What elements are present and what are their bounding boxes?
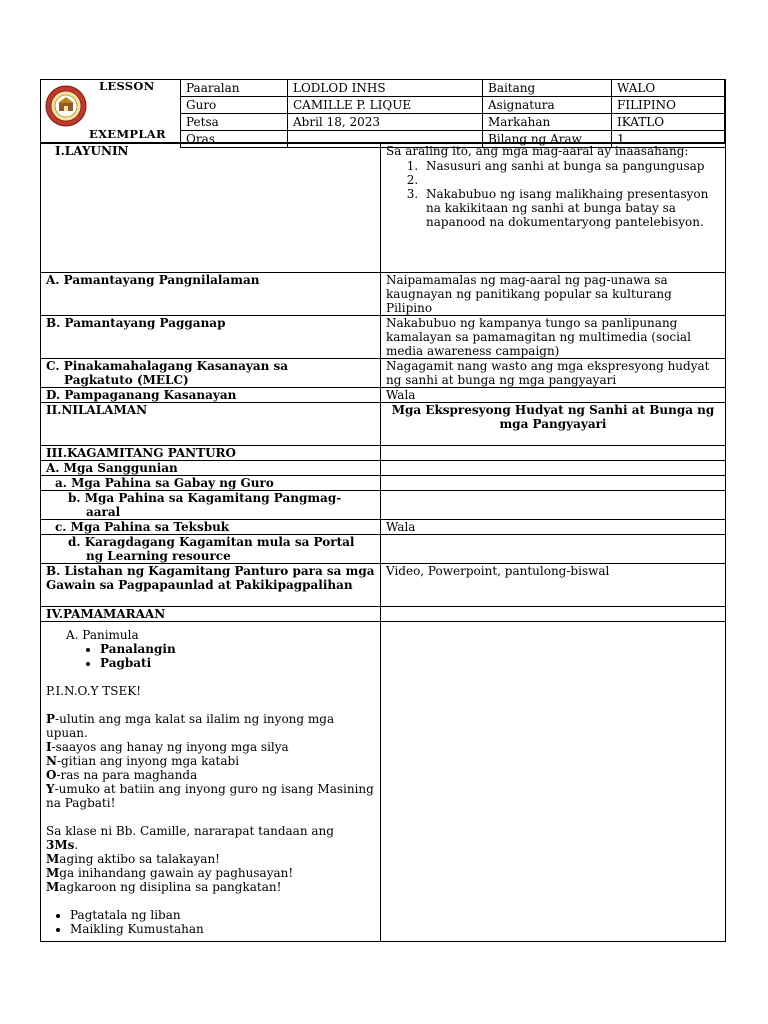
pinoy-letter: O bbox=[46, 768, 57, 782]
pangnilalaman-label: A. Pamantayang Pangnilalaman bbox=[41, 273, 381, 316]
layunin-intro: Sa araling ito, ang mga mag-aaral ay inaasahang: bbox=[386, 144, 689, 158]
ms-letter: M bbox=[46, 880, 60, 894]
pangmagaaral-label bbox=[41, 491, 381, 520]
pinoy-line bbox=[46, 782, 375, 810]
header-row bbox=[181, 114, 726, 131]
pinoy-line bbox=[46, 754, 375, 768]
melc-value: Nagagamit nang wasto ang mga ekspresyong hudyat ng sanhi at bunga ng mga pangyayari bbox=[381, 359, 726, 388]
ms-line bbox=[46, 866, 375, 880]
pinoy-text: -saayos ang hanay ng inyong mga silya bbox=[51, 740, 289, 754]
ms-line bbox=[46, 852, 375, 866]
pangnilalaman-value: Naipamamalas ng mag-aaral ng pag-unawa sa kaugnayan ng panitikang popular sa kulturang Pilipino bbox=[381, 273, 726, 316]
objectives-list bbox=[386, 159, 720, 229]
sanggunian-value bbox=[381, 461, 726, 476]
pagganap-value: Nakabubuo ng kampanya tungo sa panlipunang kamalayan sa pamamagitan ng multimedia (social media awareness campaign) bbox=[381, 316, 726, 359]
nilalaman-row bbox=[41, 403, 726, 446]
klase-bold: 3Ms bbox=[46, 838, 75, 852]
pinoy-letter: N bbox=[46, 754, 57, 768]
pamamaraan-label: IV.PAMAMARAAN bbox=[41, 607, 381, 622]
listahan-label: B. Listahan ng Kagamitang Panturo para sa mga Gawain sa Pagpapaunlad at Pakikipagpalihan bbox=[41, 564, 381, 607]
pinoy-text: -ulutin ang mga kalat sa ilalim ng inyong mga upuan. bbox=[46, 712, 335, 740]
pinoy-text: -gitian ang inyong mga katabi bbox=[56, 754, 240, 768]
nilalaman-value: Mga Ekspresyong Hudyat ng Sanhi at Bunga ng mga Pangyayari bbox=[381, 403, 726, 446]
pangnilalaman-row bbox=[41, 273, 726, 316]
pinoy-letter: Y bbox=[46, 782, 55, 796]
pinoy-text: -umuko at batiin ang inyong guro ng isang Masining na Pagbati! bbox=[46, 782, 374, 810]
gabay-row bbox=[41, 476, 726, 491]
ms-line bbox=[46, 880, 375, 894]
exemplar-label: EXEMPLAR bbox=[89, 127, 166, 141]
nilalaman-label: II.NILALAMAN bbox=[41, 403, 381, 446]
header-label: Oras bbox=[181, 131, 288, 148]
header-label: Paaralan bbox=[181, 80, 288, 97]
header-label: Asignatura bbox=[483, 97, 612, 114]
pagganap-row bbox=[41, 316, 726, 359]
header-value: LODLOD INHS bbox=[288, 80, 483, 97]
objective-item bbox=[422, 173, 720, 187]
header-value: 1 bbox=[612, 131, 726, 148]
ms-text: aging aktibo sa talakayan! bbox=[59, 852, 221, 866]
melc-label bbox=[41, 359, 381, 388]
sanggunian-label: A. Mga Sanggunian bbox=[41, 461, 381, 476]
pinoy-line bbox=[46, 740, 375, 754]
header-value: Abril 18, 2023 bbox=[288, 114, 483, 131]
panimula-bullet: • Panalangin bbox=[100, 642, 375, 656]
ms-text: agkaroon ng disiplina sa pangkatan! bbox=[59, 880, 282, 894]
pinoy-line bbox=[46, 768, 375, 782]
header-value: IKATLO bbox=[612, 114, 726, 131]
portal-value bbox=[381, 535, 726, 564]
panimula-right bbox=[381, 622, 726, 942]
melc-label-line: C. Pinakamahalagang Kasanayan sa bbox=[46, 359, 289, 373]
teksbuk-label: c. Mga Pahina sa Teksbuk bbox=[41, 520, 381, 535]
sanggunian-row bbox=[41, 461, 726, 476]
teksbuk-row bbox=[41, 520, 726, 535]
header-value: WALO bbox=[612, 80, 726, 97]
pangmagaaral-label-text: b. Mga Pahina sa Kagamitang Pangmag-aaral bbox=[68, 491, 342, 519]
pinoy-letter: I bbox=[46, 740, 52, 754]
header-label: Guro bbox=[181, 97, 288, 114]
pinoy-title: P.I.N.O.Y TSEK! bbox=[46, 684, 142, 698]
pangmagaaral-row bbox=[41, 491, 726, 520]
panimula-row bbox=[41, 622, 726, 942]
objective-item: 1. Nasusuri ang sanhi at bunga sa pangungusap bbox=[422, 159, 720, 173]
teksbuk-value: Wala bbox=[381, 520, 726, 535]
klase-bold-line: 3Ms. bbox=[46, 838, 79, 852]
panimula-bullets bbox=[46, 642, 375, 670]
header-label: Bilang ng Araw bbox=[483, 131, 612, 148]
pagganap-label: B. Pamantayang Pagganap bbox=[41, 316, 381, 359]
objective-item: 3. Nakabubuo ng isang malikhaing presentasyon na kakikitaan ng sanhi at bunga batay sa napanood na dokumentaryong pantelebisyon. bbox=[422, 187, 720, 229]
header-value: FILIPINO bbox=[612, 97, 726, 114]
listahan-row bbox=[41, 564, 726, 607]
pampaganang-row bbox=[41, 388, 726, 403]
pampaganang-label: D. Pampaganang Kasanayan bbox=[41, 388, 381, 403]
portal-label-text: d. Karagdagang Kagamitan mula sa Portal ng Learning resource bbox=[68, 535, 355, 563]
pinoy-letter: P bbox=[46, 712, 56, 726]
header-info-table bbox=[180, 79, 726, 148]
pampaganang-value: Wala bbox=[381, 388, 726, 403]
panimula-heading: A. Panimula bbox=[66, 628, 139, 642]
gabay-label: a. Mga Pahina sa Gabay ng Guro bbox=[41, 476, 381, 491]
pamamaraan-row bbox=[41, 607, 726, 622]
klase-text-body: Sa klase ni Bb. Camille, nararapat tandaan ang bbox=[46, 824, 334, 838]
kagamitan-value bbox=[381, 446, 726, 461]
listahan-value: Video, Powerpoint, pantulong-biswal bbox=[381, 564, 726, 607]
kagamitan-label: III.KAGAMITANG PANTURO bbox=[41, 446, 381, 461]
lesson-plan-table bbox=[40, 143, 726, 942]
end-bullet: • Maikling Kumustahan bbox=[70, 922, 375, 936]
portal-row bbox=[41, 535, 726, 564]
end-bullets bbox=[46, 908, 375, 936]
panimula-bullet: • Pagbati bbox=[100, 656, 375, 670]
layunin-content bbox=[381, 144, 726, 273]
header-label: Petsa bbox=[181, 114, 288, 131]
melc-row bbox=[41, 359, 726, 388]
layunin-label: I.LAYUNIN bbox=[41, 144, 381, 273]
pangmagaaral-value bbox=[381, 491, 726, 520]
header-label: Baitang bbox=[483, 80, 612, 97]
end-bullet: • Pagtatala ng liban bbox=[70, 908, 375, 922]
ms-letter: M bbox=[46, 866, 60, 880]
portal-label bbox=[41, 535, 381, 564]
panimula-content bbox=[41, 622, 381, 942]
header-label: Markahan bbox=[483, 114, 612, 131]
pamamaraan-value bbox=[381, 607, 726, 622]
ms-text: ga inihandang gawain ay paghusayan! bbox=[59, 866, 294, 880]
kagamitan-row bbox=[41, 446, 726, 461]
klase-text bbox=[46, 824, 375, 838]
lesson-label: LESSON bbox=[99, 79, 155, 93]
pinoy-text: -ras na para maghanda bbox=[56, 768, 198, 782]
layunin-row bbox=[41, 144, 726, 273]
header-value: CAMILLE P. LIQUE bbox=[288, 97, 483, 114]
melc-label-line: Pagkatuto (MELC) bbox=[64, 373, 189, 387]
pinoy-line bbox=[46, 712, 375, 740]
header-row bbox=[181, 80, 726, 97]
gabay-value bbox=[381, 476, 726, 491]
ms-letter: M bbox=[46, 852, 60, 866]
school-seal-logo bbox=[45, 85, 87, 127]
header-row bbox=[181, 97, 726, 114]
